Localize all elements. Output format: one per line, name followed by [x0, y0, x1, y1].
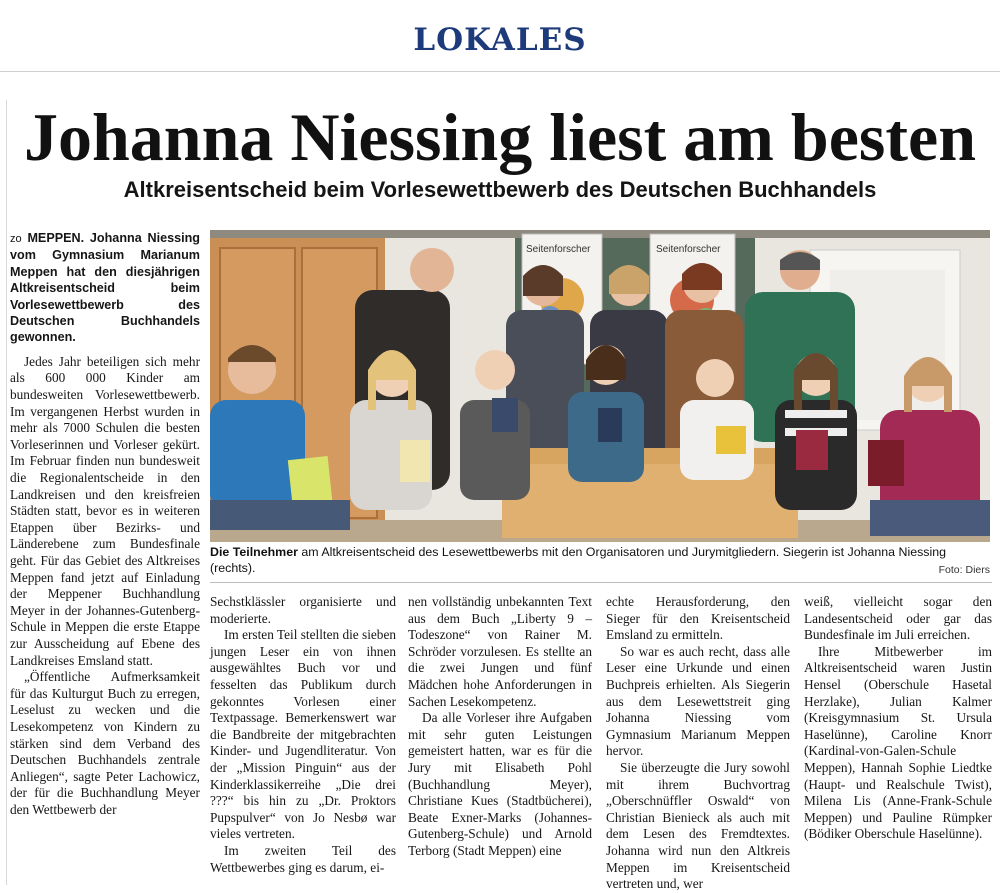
paragraph: Jedes Jahr beteiligen sich mehr als 600 000 Kinder am bundesweiten Vorlesewettbewerb. Im vergangenen Herbst wurden in mehr als 7000 Schulen die besten Vorleserinnen und Vorleser gekürt. Im Februar finden nun bundesweit die Regionalentscheide in den Landkreisen und den kreisfreien Städten statt, bevor es in weiteren Etappen über Bezirks- und Länderebene zum Bundesfinale geht. Für das Gebiet des Altkreises Meppen fand jetzt auf Einladung der Meppener Buchhandlung Meyer in der Johannes-Gutenberg-Schule in Meppen die erste Etappe zur Ausscheidung auf Ebene des Landkreises Emsland statt. [10, 353, 200, 668]
poster-left-text: Seitenforscher [526, 244, 591, 255]
paragraph: echte Herausforderung, den Sieger für den Kreisentscheid Emsland zu ermitteln. [606, 594, 790, 643]
group-photo-illustration [210, 230, 990, 542]
paragraph: Im zweiten Teil des Wettbewerbes ging es darum, ei- [210, 842, 396, 875]
article-column-4 [606, 594, 790, 892]
lead-text: MEPPEN. Johanna Niessing vom Gymnasium Marianum Meppen hat den diesjährigen Altkreisentscheid beim Vorlesewettbewerb des Deutschen Buchhandels gewonnen. [10, 231, 200, 345]
paragraph: Ihre Mitbewerber im Altkreisentscheid waren Justin Hensel (Oberschule Hasetal Herzlake), Julian Kalmer (Kreisgymnasium St. Ursula Haselünne), Caroline Knorr (Kardinal-von-Galen-Schule Meppen), Hannah Sophie Liedtke (Haupt- und Realschule Twist), Milena Lis (Anne-Frank-Schule Meppen) und Pauline Rümpker (Bödiker Oberschule Haselünne). [804, 643, 992, 842]
paragraph: „Öffentliche Aufmerksamkeit für das Kulturgut Buch zu erregen, Leselust zu wecken und die Lesekompetenz von Kindern zu stärken sind dem Verband des Deutschen Buchhandels zentrale Anliegen“, sagte Peter Lachowicz, der für die Buchhandlung Meyer den Wettbewerb der [10, 669, 200, 817]
article-column-1 [10, 230, 200, 880]
article-column-3 [408, 594, 592, 882]
article-column-2 [210, 594, 396, 882]
caption-divider [210, 582, 992, 583]
paragraph: Sechstklässler organisierte und moderierte. [210, 594, 396, 626]
photo-credit: Foto: Diers [938, 564, 990, 576]
photo-caption [210, 545, 990, 576]
caption-bold: Die Teilnehmer [210, 545, 298, 559]
column-rule [6, 100, 7, 885]
subheadline: Altkreisentscheid beim Vorlesewettbewerb des Deutschen Buchhandels [123, 177, 877, 202]
paragraph: Sie überzeugte die Jury sowohl mit ihrem Buchvortrag „Oberschnüffler Oswald“ von Christian Bienieck als auch mit dem Lesen des Fremdtextes. Johanna wird nun den Altkreis Meppen im Kreisentscheid vertreten und, wer [606, 759, 790, 892]
paragraph: weiß, vielleicht sogar den Landesentscheid oder gar das Bundesfinale im Juli erreichen. [804, 594, 992, 643]
caption-text: am Altkreisentscheid des Lesewettbewerbs mit den Organisatoren und Jurymitgliedern. Siegerin ist Johanna Niessing (rechts). [210, 545, 947, 575]
section-label: LOKALES [413, 22, 587, 58]
article-photo [210, 230, 990, 542]
poster-right-text: Seitenforscher [656, 244, 721, 255]
article-column-5 [804, 594, 992, 882]
author-kuerzel: zo [10, 233, 22, 245]
paragraph: Da alle Vorleser ihre Aufgaben mit sehr guten Leistungen gemeistert hatten, war es für die Jury mit Elisabeth Pohl (Buchhandlung Meyer), Christiane Kues (Stadtbücherei), Beate Exner-Marks (Johannes-Gutenberg-Schule) und Arnold Terborg (Stadt Meppen) eine [408, 710, 592, 858]
paragraph: Im ersten Teil stellten die sieben jungen Leser ein von ihnen ausgewähltes Buch vor und fesselten das Publikum durch gekonntes Vorlesen einer Textpassage. Bemerkenswert war die Bandbreite der mitgebrachten Kinder- und Jugendliteratur. Von der „Mission Pinguin“ aus der Kinderklassikerreihe „Die drei ???“ bis hin zu „Dr. Proktors Pupspulver“ von Jo Nesbø war vieles vertreten. [210, 627, 397, 842]
headline: Johanna Niessing liest am besten [23, 99, 977, 175]
paragraph: nen vollständig unbekannten Text aus dem Buch „Liberty 9 – Todeszone“ von Rainer M. Schröder vorzulesen. Es stellte an die zwei Jungen und fünf Mädchen hohe Anforderungen in Sachen Lesekompetenz. [408, 594, 592, 709]
paragraph: So war es auch recht, dass alle Leser eine Urkunde und einen Buchpreis erhielten. Als Siegerin aus dem Lesewettstreit ging Johanna Niessing vom Gymnasium Marianum Meppen hervor. [606, 643, 790, 759]
article-lead [10, 230, 200, 346]
section-header [0, 0, 1000, 72]
